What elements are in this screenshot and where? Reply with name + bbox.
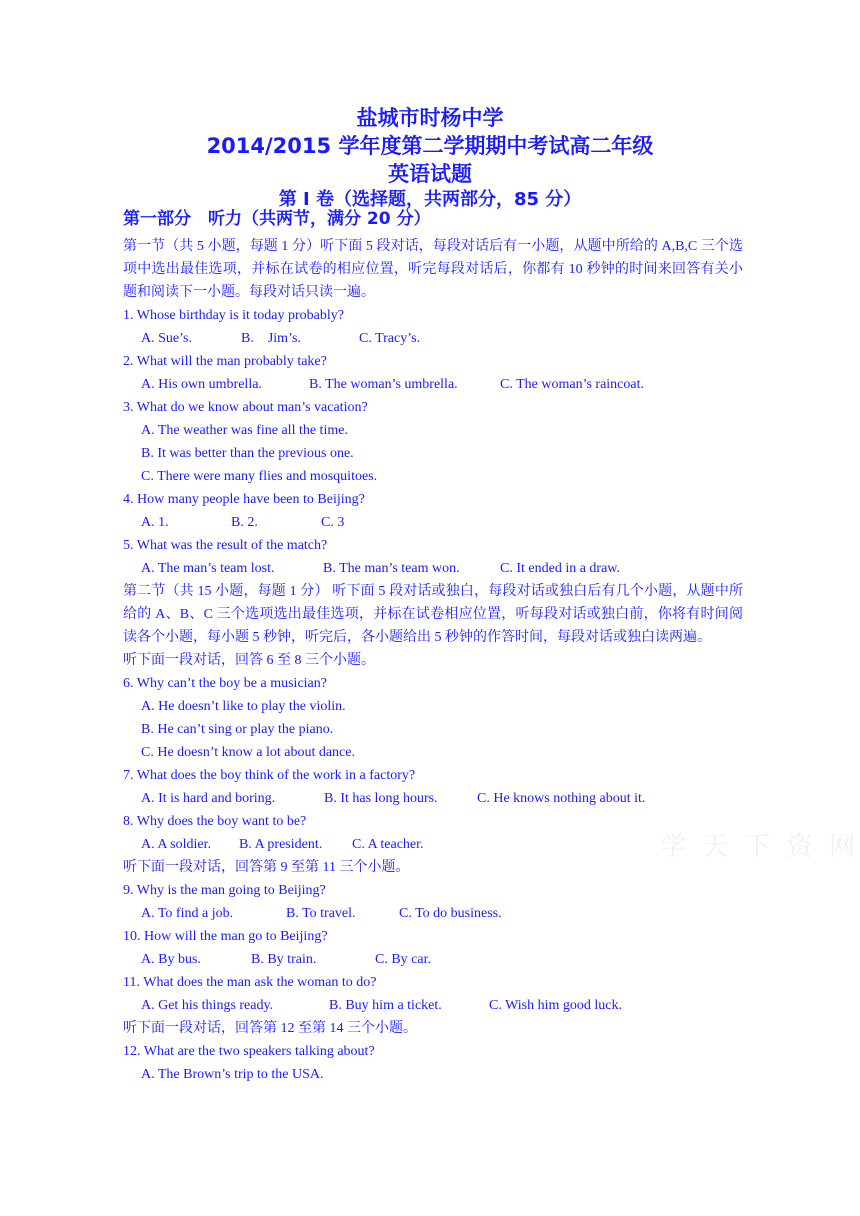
question-6-option-b: B. He can’t sing or play the piano. xyxy=(141,722,334,737)
school-name: 盐城市时杨中学 xyxy=(356,106,504,130)
option-a: A. Sue’s. xyxy=(141,331,192,346)
option-b: B. It has long hours. xyxy=(324,791,438,806)
question-2: 2. What will the man probably take? xyxy=(123,354,327,369)
question-5-options xyxy=(123,557,743,580)
question-6-option-c: C. He doesn’t know a lot about dance. xyxy=(141,745,355,760)
dialogue-12-14-intro: 听下面一段对话，回答第 12 至第 14 三个小题。 xyxy=(123,1021,417,1036)
question-1-options xyxy=(123,327,743,350)
question-8: 8. Why does the boy want to be? xyxy=(123,814,307,829)
question-11: 11. What does the man ask the woman to do? xyxy=(123,975,377,990)
option-a: A. 1. xyxy=(141,515,169,530)
option-b: B. Jim’s. xyxy=(241,331,301,346)
question-3: 3. What do we know about man’s vacation? xyxy=(123,400,368,415)
exam-content xyxy=(123,207,743,1086)
question-12: 12. What are the two speakers talking about? xyxy=(123,1044,375,1059)
dialogue-9-11-intro: 听下面一段对话，回答第 9 至第 11 三个小题。 xyxy=(123,860,410,875)
question-10: 10. How will the man go to Beijing? xyxy=(123,929,328,944)
option-c: C. Tracy’s. xyxy=(359,331,421,346)
subject-title: 英语试题 xyxy=(388,162,472,186)
option-b: B. By train. xyxy=(251,952,317,967)
question-4: 4. How many people have been to Beijing? xyxy=(123,492,365,507)
volume-title: 第 I 卷（选择题，共两部分，85 分） xyxy=(278,189,582,210)
watermark: 学 天 下 资 网 xyxy=(660,832,860,862)
question-7: 7. What does the boy think of the work in a factory? xyxy=(123,768,416,783)
option-b: B. The man’s team won. xyxy=(323,561,460,576)
question-4-options xyxy=(123,511,743,534)
option-a: A. The man’s team lost. xyxy=(141,561,275,576)
option-a: A. Get his things ready. xyxy=(141,998,274,1013)
option-a: A. It is hard and boring. xyxy=(141,791,276,806)
option-c: C. By car. xyxy=(375,952,431,967)
option-c: C. It ended in a draw. xyxy=(500,561,620,576)
section1-instructions: 第一节（共 5 小题，每题 1 分）听下面 5 段对话，每段对话后有一小题，从题中所给的 A,B,C 三个选项中选出最佳选项，并标在试卷的相应位置，听完每段对话后，你都有 10 秒钟的时间来回答有关小题和阅读下一小题。每段对话只读一遍。 xyxy=(123,239,743,300)
question-10-options xyxy=(123,948,743,971)
option-b: B. 2. xyxy=(231,515,258,530)
question-11-options xyxy=(123,994,743,1017)
exam-header xyxy=(0,104,860,212)
option-c: C. He knows nothing about it. xyxy=(477,791,646,806)
question-3-option-b: B. It was better than the previous one. xyxy=(141,446,354,461)
question-1: 1. Whose birthday is it today probably? xyxy=(123,308,344,323)
option-c: C. A teacher. xyxy=(352,837,424,852)
question-6: 6. Why can’t the boy be a musician? xyxy=(123,676,327,691)
question-3-option-a: A. The weather was fine all the time. xyxy=(141,423,348,438)
option-a: A. His own umbrella. xyxy=(141,377,262,392)
option-a: A. To find a job. xyxy=(141,906,234,921)
option-b: B. A president. xyxy=(239,837,323,852)
option-c: C. The woman’s raincoat. xyxy=(500,377,644,392)
exam-title: 2014/2015 学年度第二学期期中考试高二年级 xyxy=(206,134,654,158)
section2-instructions: 第二节（共 15 小题，每题 1 分） 听下面 5 段对话或独白，每段对话或独白后有几个小题，从题中所给的 A、B、C 三个选项选出最佳选项，并标在试卷相应位置，听每段对话或独白前，你将有时间阅读各个小题，每小题 5 秒钟，听完后，各小题给出 5 秒钟的作答时间，每段对话或独白读两遍。 xyxy=(123,584,743,645)
question-3-option-c: C. There were many flies and mosquitoes. xyxy=(141,469,378,484)
question-12-option-a: A. The Brown’s trip to the USA. xyxy=(141,1067,324,1082)
question-7-options xyxy=(123,787,743,810)
dialogue-6-8-intro: 听下面一段对话，回答 6 至 8 三个小题。 xyxy=(123,653,375,668)
question-5: 5. What was the result of the match? xyxy=(123,538,328,553)
option-c: C. Wish him good luck. xyxy=(489,998,622,1013)
question-8-options xyxy=(123,833,743,856)
question-2-options xyxy=(123,373,743,396)
option-b: B. To travel. xyxy=(286,906,356,921)
option-b: B. Buy him a ticket. xyxy=(329,998,442,1013)
question-9: 9. Why is the man going to Beijing? xyxy=(123,883,326,898)
option-a: A. A soldier. xyxy=(141,837,212,852)
option-c: C. 3 xyxy=(321,515,345,530)
option-c: C. To do business. xyxy=(399,906,502,921)
question-9-options xyxy=(123,902,743,925)
option-a: A. By bus. xyxy=(141,952,201,967)
part1-title: 第一部分 听力（共两节，满分 20 分） xyxy=(123,209,431,229)
option-b: B. The woman’s umbrella. xyxy=(309,377,458,392)
question-6-option-a: A. He doesn’t like to play the violin. xyxy=(141,699,346,714)
